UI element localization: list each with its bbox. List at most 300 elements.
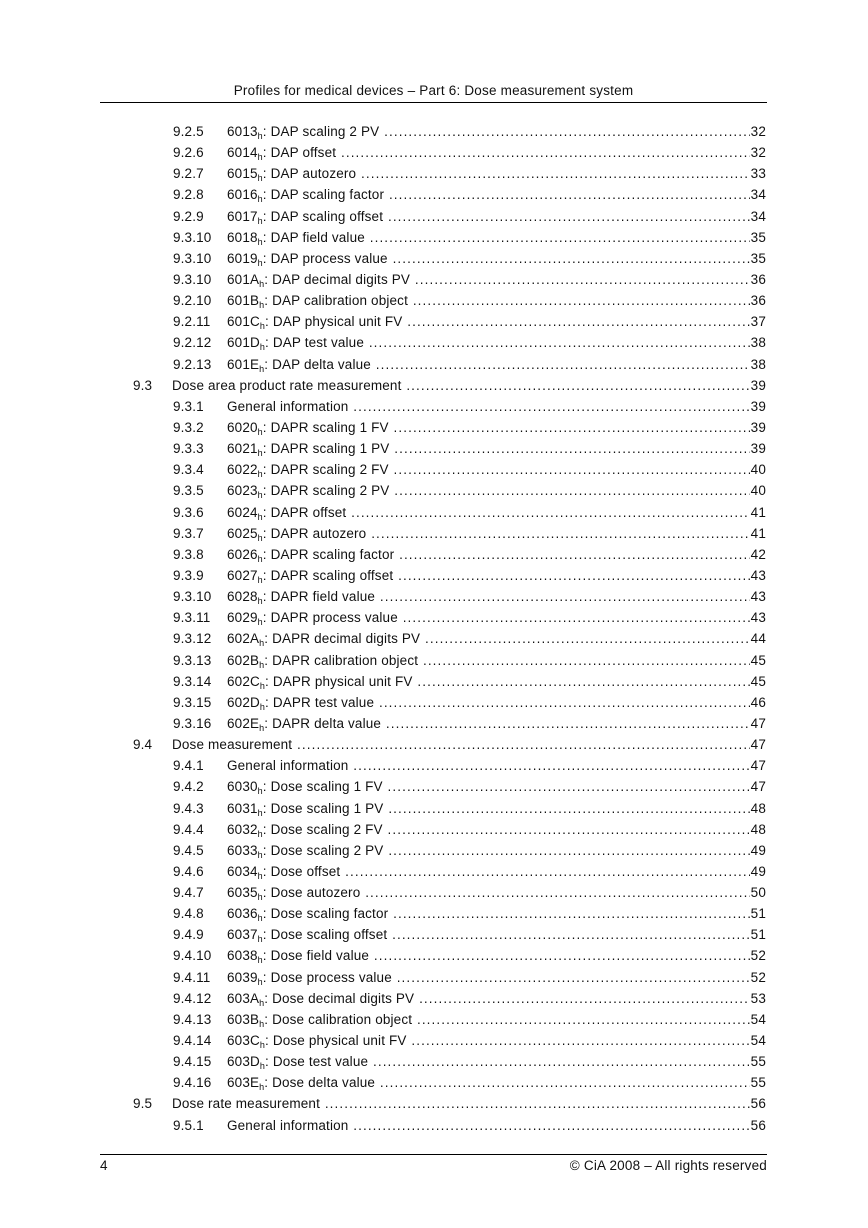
toc-entry[interactable]: [0, 926, 868, 947]
toc-entry-page: 50: [750, 885, 766, 901]
toc-entry-title: [227, 208, 766, 226]
toc-entry-number: 9.2.13: [173, 356, 212, 372]
toc-entry-page: 38: [750, 335, 766, 351]
toc-entry-index-suffix: h: [259, 1040, 266, 1051]
toc-entry[interactable]: [0, 609, 868, 630]
toc-entry-index-suffix: h: [257, 849, 263, 860]
toc-entry-page: 39: [750, 377, 766, 393]
toc-entry-page: 32: [750, 145, 766, 161]
toc-entry-title: [227, 630, 766, 648]
toc-entry-title: [227, 504, 766, 522]
toc-entry[interactable]: [0, 504, 868, 525]
toc-entry-label: : Dose test value: [265, 1054, 369, 1070]
toc-entry-title: [227, 609, 766, 627]
toc-entry-index: 602A: [227, 631, 260, 647]
toc-entry-title: [227, 419, 766, 437]
toc-entry[interactable]: [0, 440, 868, 461]
toc-entry-page: 55: [750, 1054, 766, 1070]
toc-entry-title: [227, 842, 766, 860]
toc-entry-number: 9.2.5: [173, 124, 204, 139]
toc-entry-number: 9.4.7: [173, 885, 204, 901]
toc-entry-index: 6023: [227, 483, 258, 499]
toc-entry-index: 6019: [227, 250, 258, 266]
toc-entry-number: 9.4.9: [173, 927, 204, 943]
toc-entry-index-suffix: h: [259, 1082, 265, 1093]
toc-entry-index: 6026: [227, 546, 258, 562]
toc-entry-page: 45: [750, 652, 766, 668]
toc-entry[interactable]: [0, 884, 868, 905]
toc-entry-number: 9.3.1: [173, 398, 204, 414]
toc-entry-title: [227, 546, 766, 564]
toc-entry-number: 9.3.11: [173, 610, 211, 626]
toc-entry-label: : DAPR scaling offset: [262, 567, 394, 583]
toc-entry-title: [227, 525, 766, 543]
toc-entry-number: 9.3.10: [173, 271, 212, 287]
toc-entry-label: : DAP scaling 2 PV: [262, 124, 380, 139]
toc-entry-index-suffix: h: [259, 278, 265, 289]
toc-entry[interactable]: [0, 398, 868, 419]
toc-entry-number: 9.3.7: [173, 525, 204, 541]
toc-entry-title: [227, 778, 766, 796]
toc-entry[interactable]: [0, 905, 868, 926]
toc-entry[interactable]: [0, 525, 868, 546]
toc-entry-page: 51: [750, 927, 766, 943]
toc-entry-index-suffix: h: [257, 892, 263, 903]
toc-entry-index: 6014: [227, 145, 258, 161]
toc-entry-label: Dose measurement: [172, 737, 293, 753]
toc-entry[interactable]: [0, 250, 868, 271]
toc-entry-label: : DAPR calibration object: [264, 652, 419, 668]
toc-entry-page: 47: [750, 715, 766, 731]
toc-entry-index-suffix: h: [257, 490, 263, 501]
toc-entry-index: 6017: [227, 208, 258, 224]
toc-entry-index-suffix: h: [259, 638, 265, 649]
toc-entry-index-suffix: h: [257, 913, 263, 924]
toc-entry[interactable]: [0, 1032, 868, 1053]
toc-entry-page: 49: [750, 863, 766, 879]
toc-entry[interactable]: [0, 123, 868, 144]
toc-entry-index: 6028: [227, 589, 258, 605]
toc-entry[interactable]: [0, 377, 868, 398]
toc-entry-index: 601A: [227, 271, 260, 287]
toc-entry-number: 9.3.10: [173, 229, 212, 245]
toc-entry-label: : DAP scaling offset: [262, 208, 384, 224]
toc-entry-index: 602E: [227, 715, 260, 731]
toc-entry-page: 35: [750, 250, 766, 266]
toc-entry-label: : DAPR scaling 2 PV: [262, 483, 390, 499]
toc-entry-index-suffix: h: [257, 152, 263, 163]
toc-entry-page: 43: [750, 567, 766, 583]
toc-entry-title: [227, 990, 766, 1008]
toc-entry-title: [227, 863, 766, 881]
toc-entry-label: : Dose process value: [262, 969, 392, 985]
toc-entry-number: 9.5: [133, 1096, 153, 1112]
toc-entry-index: 603D: [227, 1054, 260, 1070]
toc-entry[interactable]: [0, 1117, 868, 1138]
toc-entry[interactable]: [0, 736, 868, 757]
toc-entry-index: 6029: [227, 610, 258, 626]
toc-entry-page: 38: [750, 356, 766, 372]
toc-entry-number: 9.3.10: [173, 589, 212, 605]
toc-entry-label: : Dose decimal digits PV: [264, 990, 415, 1006]
toc-entry-index: 6021: [227, 441, 258, 457]
toc-entry-title: [227, 482, 766, 500]
toc-entry-page: 54: [750, 1011, 766, 1027]
toc-entry-title: [227, 292, 766, 310]
toc-entry-page: 47: [750, 779, 766, 795]
toc-entry-title: [227, 947, 766, 965]
toc-entry[interactable]: [0, 694, 868, 715]
toc-entry[interactable]: [0, 186, 868, 207]
toc-entry-title: [227, 884, 766, 902]
toc-entry[interactable]: [0, 1053, 868, 1074]
toc-entry-index: 6034: [227, 863, 258, 879]
toc-entry-index: 6022: [227, 462, 258, 478]
toc-entry-title: [227, 926, 766, 944]
toc-entry-number: 9.3.5: [173, 483, 204, 499]
toc-entry-page: 42: [750, 546, 766, 562]
toc-entry[interactable]: [0, 821, 868, 842]
toc-entry-label: : DAPR field value: [262, 589, 376, 605]
toc-entry-title: [227, 123, 766, 141]
toc-entry-page: 32: [750, 124, 766, 139]
toc-entry[interactable]: [0, 334, 868, 355]
toc-entry-number: 9.3.3: [173, 441, 204, 457]
toc-entry-index: 603B: [227, 1011, 260, 1027]
toc-entry-index: 602B: [227, 652, 260, 668]
toc-entry-index-suffix: h: [257, 976, 263, 987]
toc-entry-number: 9.3.2: [173, 419, 204, 435]
table-of-contents: [0, 123, 868, 1138]
toc-entry-label: : Dose scaling 2 FV: [262, 821, 383, 837]
toc-entry-page: 43: [750, 589, 766, 605]
toc-entry-number: 9.4.10: [173, 948, 212, 964]
toc-entry-label: : DAP test value: [265, 335, 364, 351]
toc-entry-index: 601B: [227, 293, 260, 309]
toc-entry-label: General information: [227, 758, 349, 774]
toc-entry-page: 54: [750, 1033, 766, 1049]
toc-entry-index: 6033: [227, 842, 258, 858]
toc-entry-page: 34: [750, 208, 766, 224]
toc-entry-page: 35: [750, 229, 766, 245]
toc-entry-number: 9.2.12: [173, 335, 212, 351]
toc-entry-index-suffix: h: [257, 955, 263, 966]
toc-entry-index: 6032: [227, 821, 258, 837]
toc-entry-title: [227, 1032, 766, 1050]
toc-entry-label: : DAPR scaling 1 FV: [262, 419, 389, 435]
toc-entry-page: 49: [750, 842, 766, 858]
toc-entry-label: : DAPR process value: [262, 610, 398, 626]
toc-entry-index: 6027: [227, 567, 258, 583]
toc-entry-page: 37: [750, 314, 766, 330]
toc-entry[interactable]: [0, 419, 868, 440]
toc-entry-title: [227, 969, 766, 987]
toc-entry[interactable]: [0, 229, 868, 250]
toc-entry-title: [227, 821, 766, 839]
toc-entry-title: [227, 144, 766, 162]
toc-entry-page: 48: [750, 800, 766, 816]
toc-entry-number: 9.3.15: [173, 694, 212, 710]
toc-entry-index-suffix: h: [259, 1018, 265, 1029]
toc-entry-page: 44: [750, 631, 766, 647]
toc-entry-number: 9.2.8: [173, 187, 204, 203]
toc-entry-number: 9.3.10: [173, 250, 212, 266]
toc-entry-index-suffix: h: [257, 532, 263, 543]
toc-entry-number: 9.3: [133, 377, 153, 393]
toc-entry-title: [227, 1117, 766, 1135]
copyright-notice: © CiA 2008 – All rights reserved: [569, 1158, 767, 1173]
toc-entry-number: 9.2.10: [173, 293, 212, 309]
toc-entry-index-suffix: h: [257, 596, 263, 607]
toc-entry[interactable]: [0, 588, 868, 609]
toc-entry[interactable]: [0, 313, 868, 334]
toc-entry-number: 9.2.7: [173, 166, 204, 182]
toc-entry-label: : DAPR scaling factor: [262, 546, 395, 562]
toc-entry-index-suffix: h: [257, 215, 263, 226]
toc-entry-title: [227, 398, 766, 416]
toc-entry[interactable]: [0, 208, 868, 229]
toc-entry-page: 41: [750, 504, 766, 520]
toc-entry-label: : Dose scaling 1 FV: [262, 779, 383, 795]
toc-entry-label: : DAP scaling factor: [262, 187, 385, 203]
toc-entry-title: [227, 567, 766, 585]
toc-entry-index-suffix: h: [257, 786, 263, 797]
toc-entry-page: 43: [750, 610, 766, 626]
toc-entry-number: 9.3.8: [173, 546, 204, 562]
toc-entry-title: [227, 334, 766, 352]
toc-entry-index-suffix: h: [257, 469, 263, 480]
toc-entry-title: [227, 313, 766, 331]
toc-entry-index-suffix: h: [259, 1061, 266, 1072]
toc-entry[interactable]: [0, 969, 868, 990]
toc-entry-page: 34: [750, 187, 766, 203]
toc-entry-title: [227, 440, 766, 458]
toc-entry-label: : DAPR delta value: [264, 715, 382, 731]
toc-entry-page: 39: [750, 441, 766, 457]
toc-entry[interactable]: [0, 1011, 868, 1032]
toc-entry-index: 601D: [227, 335, 260, 351]
toc-entry-page: 56: [750, 1117, 766, 1133]
toc-entry[interactable]: [0, 990, 868, 1011]
toc-entry-index-suffix: h: [257, 828, 263, 839]
toc-entry[interactable]: [0, 673, 868, 694]
toc-entry-index: 603C: [227, 1033, 260, 1049]
toc-entry[interactable]: [0, 482, 868, 503]
toc-entry-label: : Dose calibration object: [264, 1011, 413, 1027]
toc-entry-index: 603A: [227, 990, 260, 1006]
toc-entry-index-suffix: h: [259, 363, 265, 374]
toc-entry-page: 36: [750, 271, 766, 287]
toc-entry-number: 9.3.12: [173, 631, 212, 647]
toc-entry[interactable]: [0, 567, 868, 588]
toc-entry[interactable]: [0, 165, 868, 186]
toc-entry[interactable]: [0, 757, 868, 778]
toc-entry-number: 9.4: [133, 737, 153, 753]
toc-entry[interactable]: [0, 630, 868, 651]
toc-entry-index-suffix: h: [257, 426, 263, 437]
toc-entry-number: 9.3.16: [173, 715, 212, 731]
toc-entry[interactable]: [0, 778, 868, 799]
toc-entry-index-suffix: h: [259, 997, 265, 1008]
toc-entry-number: 9.2.11: [173, 314, 211, 330]
toc-entry-index: 6031: [227, 800, 258, 816]
toc-entry-index-suffix: h: [257, 574, 263, 585]
toc-entry-index: 6036: [227, 906, 258, 922]
toc-entry[interactable]: [0, 144, 868, 165]
toc-entry-label: : Dose offset: [262, 863, 341, 879]
toc-entry-label: : DAP delta value: [264, 356, 371, 372]
toc-entry-label: : Dose scaling 1 PV: [262, 800, 384, 816]
toc-entry-page: 46: [750, 694, 766, 710]
toc-entry-title: [227, 461, 766, 479]
toc-entry-page: 45: [750, 673, 766, 689]
toc-entry-index-suffix: h: [257, 131, 263, 141]
toc-entry-title: [227, 588, 766, 606]
toc-entry-title: [227, 165, 766, 183]
toc-entry-number: 9.4.3: [173, 800, 204, 816]
toc-entry-index: 602C: [227, 673, 260, 689]
toc-entry-number: 9.4.16: [173, 1075, 212, 1091]
toc-entry-title: [227, 229, 766, 247]
toc-entry[interactable]: [0, 652, 868, 673]
toc-entry-index-suffix: h: [257, 257, 263, 268]
toc-entry-index: 601E: [227, 356, 260, 372]
toc-entry-number: 9.5.1: [173, 1117, 204, 1133]
toc-entry-number: 9.4.4: [173, 821, 204, 837]
toc-entry-number: 9.4.11: [173, 969, 211, 985]
header-title: Profiles for medical devices – Part 6: Dose measurement system: [233, 83, 634, 98]
toc-entry-title: [172, 377, 766, 395]
toc-entry-title: [227, 186, 766, 204]
toc-entry-label: Dose rate measurement: [172, 1096, 320, 1112]
toc-entry-index: 6030: [227, 779, 258, 795]
toc-entry-title: [227, 800, 766, 818]
toc-entry-index: 603E: [227, 1075, 260, 1091]
toc-entry-index-suffix: h: [259, 659, 265, 670]
toc-entry-page: 41: [750, 525, 766, 541]
toc-entry-label: : Dose field value: [262, 948, 370, 964]
toc-entry-page: 33: [750, 166, 766, 182]
toc-entry-page: 48: [750, 821, 766, 837]
toc-entry-index: 6015: [227, 166, 258, 182]
toc-entry-number: 9.4.14: [173, 1033, 212, 1049]
toc-entry[interactable]: [0, 800, 868, 821]
toc-entry-index: 6018: [227, 229, 258, 245]
toc-entry-page: 39: [750, 398, 766, 414]
page-header: [100, 82, 767, 103]
toc-entry-number: 9.4.12: [173, 990, 212, 1006]
page-footer: [100, 1154, 767, 1177]
toc-entry-index: 6035: [227, 885, 258, 901]
toc-entry[interactable]: [0, 1095, 868, 1116]
toc-entry-index-suffix: h: [257, 173, 263, 184]
toc-entry-index: 6039: [227, 969, 258, 985]
toc-entry-index: 6016: [227, 187, 258, 203]
toc-entry-label: : Dose physical unit FV: [265, 1033, 407, 1049]
toc-entry-page: 51: [750, 906, 766, 922]
toc-entry-label: : DAP offset: [262, 145, 337, 161]
toc-entry-label: : DAPR decimal digits PV: [264, 631, 421, 647]
toc-entry-index: 6020: [227, 419, 258, 435]
toc-entry-page: 53: [750, 990, 766, 1006]
toc-entry-index-suffix: h: [257, 617, 263, 628]
toc-entry[interactable]: [0, 842, 868, 863]
toc-entry-index: 6024: [227, 504, 258, 520]
toc-entry[interactable]: [0, 715, 868, 736]
toc-entry-number: 9.2.9: [173, 208, 204, 224]
toc-entry-label: : DAP process value: [262, 250, 388, 266]
toc-entry-label: : DAP decimal digits PV: [264, 271, 411, 287]
toc-entry[interactable]: [0, 947, 868, 968]
toc-entry-title: [227, 652, 766, 670]
toc-entry[interactable]: [0, 1074, 868, 1095]
toc-entry[interactable]: [0, 271, 868, 292]
toc-entry-label: : Dose scaling factor: [262, 906, 389, 922]
toc-entry-index: 6037: [227, 927, 258, 943]
toc-entry-page: 55: [750, 1075, 766, 1091]
toc-entry[interactable]: [0, 546, 868, 567]
toc-entry-number: 9.4.15: [173, 1054, 212, 1070]
toc-entry-label: : DAP physical unit FV: [265, 314, 403, 330]
toc-entry-index-suffix: h: [259, 342, 266, 353]
toc-entry-label: : Dose autozero: [262, 885, 361, 901]
toc-entry-page: 40: [750, 462, 766, 478]
toc-entry-label: : DAP calibration object: [264, 293, 408, 309]
toc-entry-title: [172, 736, 766, 754]
toc-entry-label: : DAPR physical unit FV: [265, 673, 413, 689]
toc-entry-label: : DAPR test value: [265, 694, 375, 710]
toc-entry-label: Dose area product rate measurement: [172, 377, 402, 393]
toc-entry-title: [227, 757, 766, 775]
toc-entry-index-suffix: h: [257, 934, 263, 945]
toc-entry-index-suffix: h: [257, 194, 263, 205]
toc-entry-label: : DAP field value: [262, 229, 365, 245]
toc-entry-page: 39: [750, 419, 766, 435]
toc-entry-label: : Dose delta value: [264, 1075, 376, 1091]
toc-entry-label: : Dose scaling offset: [262, 927, 388, 943]
toc-entry-number: 9.4.13: [173, 1011, 212, 1027]
toc-entry-title: [227, 1053, 766, 1071]
toc-entry-number: 9.3.14: [173, 673, 212, 689]
toc-entry-index-suffix: h: [257, 870, 263, 881]
toc-entry-number: 9.4.5: [173, 842, 204, 858]
toc-entry-index-suffix: h: [257, 511, 263, 522]
toc-entry-number: 9.4.6: [173, 863, 204, 879]
toc-entry[interactable]: [0, 292, 868, 313]
toc-entry-index-suffix: h: [259, 680, 266, 691]
toc-entry-number: 9.4.1: [173, 758, 204, 774]
toc-entry-title: [227, 715, 766, 733]
toc-entry-label: : DAPR scaling 1 PV: [262, 441, 390, 457]
toc-entry-page: 56: [750, 1096, 766, 1112]
toc-entry-page: 47: [750, 758, 766, 774]
toc-entry-number: 9.4.2: [173, 779, 204, 795]
toc-entry[interactable]: [0, 461, 868, 482]
toc-entry-index-suffix: h: [257, 553, 263, 564]
toc-entry-title: [227, 1011, 766, 1029]
toc-entry-label: : DAPR scaling 2 FV: [262, 462, 389, 478]
toc-entry-number: 9.3.9: [173, 567, 204, 583]
toc-entry-title: [227, 250, 766, 268]
toc-entry-title: [227, 356, 766, 374]
toc-entry-label: : Dose scaling 2 PV: [262, 842, 384, 858]
toc-entry[interactable]: [0, 863, 868, 884]
toc-entry-index-suffix: h: [257, 236, 263, 247]
page-number: 4: [100, 1158, 108, 1173]
toc-entry[interactable]: [0, 356, 868, 377]
toc-entry-label: General information: [227, 1117, 349, 1133]
toc-entry-index: 6013: [227, 124, 258, 139]
